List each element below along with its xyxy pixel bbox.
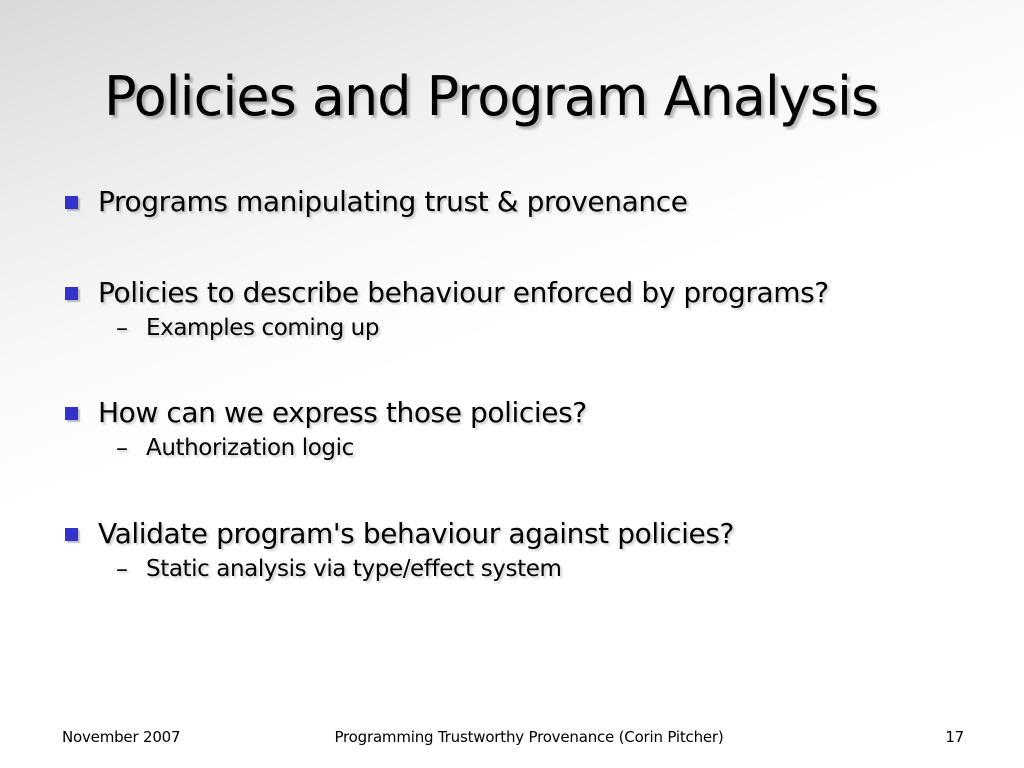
footer-title: Programming Trustworthy Provenance (Corin Pitcher) [334, 728, 724, 746]
square-bullet-icon [65, 287, 78, 300]
bullet-item [62, 393, 587, 463]
footer-date: November 2007 [62, 728, 181, 746]
bullet-item [62, 514, 734, 584]
dash-bullet-icon: – [116, 434, 128, 462]
slide-title: Policies and Program Analysis [104, 65, 879, 128]
page-number: 17 [945, 728, 964, 746]
square-bullet-icon [65, 407, 78, 420]
bullet-item [62, 182, 688, 222]
sub-bullet-item [116, 554, 734, 584]
bullet-item [62, 273, 829, 343]
square-bullet-icon [65, 528, 78, 541]
dash-bullet-icon: – [116, 555, 128, 583]
sub-bullet-text: Authorization logic [146, 435, 354, 461]
dash-bullet-icon: – [116, 314, 128, 342]
sub-bullet-item [116, 313, 829, 343]
bullet-text: How can we express those policies? [98, 396, 587, 429]
sub-bullet-text: Static analysis via type/effect system [146, 556, 562, 582]
bullet-text: Policies to describe behaviour enforced by programs? [98, 276, 829, 309]
square-bullet-icon [65, 196, 78, 209]
sub-bullet-text: Examples coming up [146, 315, 380, 341]
bullet-text: Programs manipulating trust & provenance [98, 185, 688, 218]
bullet-text: Validate program's behaviour against policies? [98, 517, 734, 550]
sub-bullet-item [116, 433, 587, 463]
